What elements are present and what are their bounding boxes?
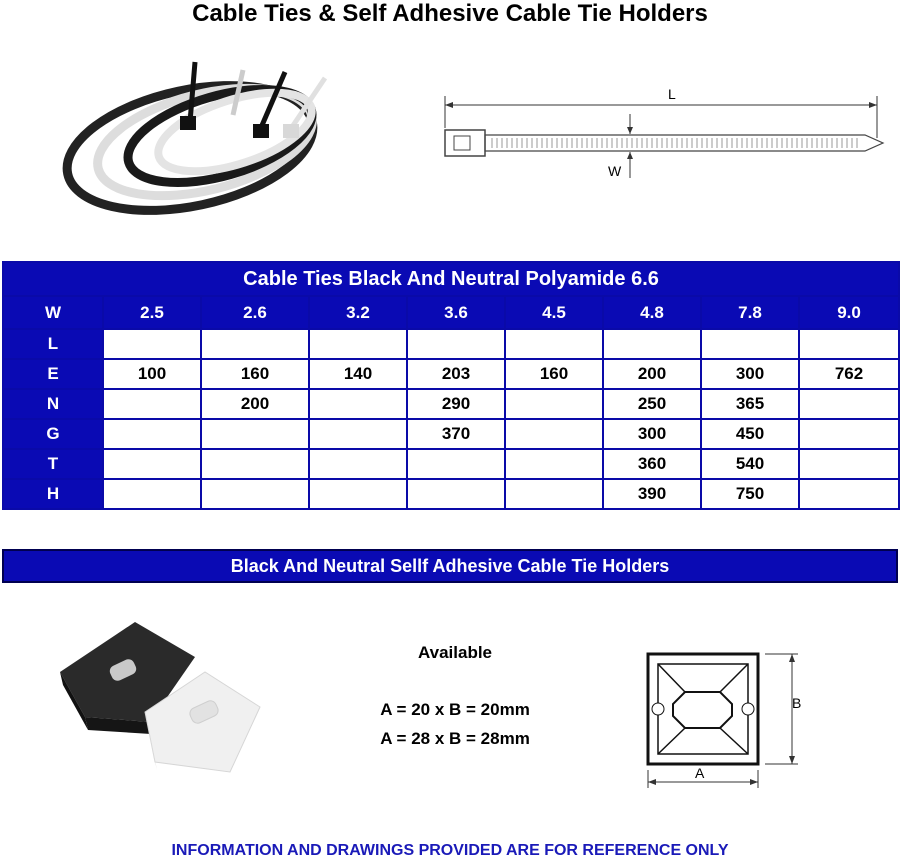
length-cell: 200 [603, 359, 701, 389]
length-cell [505, 329, 603, 359]
table-row [3, 329, 899, 359]
length-letter: G [3, 419, 103, 449]
length-cell [407, 479, 505, 509]
length-cell [309, 419, 407, 449]
length-letter: T [3, 449, 103, 479]
length-cell: 203 [407, 359, 505, 389]
a-label: A [695, 765, 705, 781]
width-header-label: W [3, 296, 103, 329]
cable-ties-spec-table [2, 261, 900, 510]
length-cell [603, 329, 701, 359]
length-cell [799, 329, 899, 359]
width-header-row [3, 296, 899, 329]
length-letter: L [3, 329, 103, 359]
length-cell: 300 [701, 359, 799, 389]
table-row [3, 479, 899, 509]
length-cell: 540 [701, 449, 799, 479]
length-cell: 360 [603, 449, 701, 479]
length-cell: 250 [603, 389, 701, 419]
width-value: 3.2 [309, 296, 407, 329]
cable-ties-photo [55, 60, 345, 230]
length-cell [103, 449, 201, 479]
holder-size: A = 28 x B = 28mm [380, 729, 530, 748]
length-cell [103, 329, 201, 359]
cable-tie-holders-photo [55, 612, 305, 777]
length-letter: H [3, 479, 103, 509]
length-cell [201, 419, 309, 449]
length-cell [799, 449, 899, 479]
table-row [3, 359, 899, 389]
cable-tie-dimension-drawing [440, 78, 890, 188]
length-cell: 160 [505, 359, 603, 389]
width-value: 2.5 [103, 296, 201, 329]
length-cell: 290 [407, 389, 505, 419]
length-cell [505, 389, 603, 419]
width-value: 4.5 [505, 296, 603, 329]
holders-title-bar: Black And Neutral Sellf Adhesive Cable Tie Holders [2, 549, 898, 583]
length-cell [309, 449, 407, 479]
length-cell [103, 479, 201, 509]
width-value: 7.8 [701, 296, 799, 329]
length-cell [103, 389, 201, 419]
length-cell [799, 419, 899, 449]
length-cell [201, 329, 309, 359]
length-cell: 200 [201, 389, 309, 419]
page-title: Cable Ties & Self Adhesive Cable Tie Holders [192, 0, 708, 27]
length-cell [505, 479, 603, 509]
length-cell: 365 [701, 389, 799, 419]
length-cell [505, 419, 603, 449]
width-value: 9.0 [799, 296, 899, 329]
length-letter: E [3, 359, 103, 389]
length-cell [309, 389, 407, 419]
length-cell: 750 [701, 479, 799, 509]
holder-dimension-drawing [620, 640, 820, 790]
length-cell [407, 329, 505, 359]
length-label: L [668, 86, 676, 102]
length-cell: 100 [103, 359, 201, 389]
length-cell [407, 449, 505, 479]
length-cell [103, 419, 201, 449]
length-cell [309, 479, 407, 509]
length-cell [201, 479, 309, 509]
length-cell [701, 329, 799, 359]
length-cell: 450 [701, 419, 799, 449]
length-cell [799, 389, 899, 419]
length-letter: N [3, 389, 103, 419]
length-cell: 390 [603, 479, 701, 509]
width-label: W [608, 163, 622, 179]
width-value: 4.8 [603, 296, 701, 329]
reference-disclaimer: INFORMATION AND DRAWINGS PROVIDED ARE FOR REFERENCE ONLY [171, 842, 729, 859]
b-label: B [792, 695, 802, 711]
length-cell [799, 479, 899, 509]
table-row [3, 449, 899, 479]
holder-size: A = 20 x B = 20mm [380, 700, 530, 719]
length-cell [505, 449, 603, 479]
length-cell: 370 [407, 419, 505, 449]
length-cell: 300 [603, 419, 701, 449]
table-row [3, 389, 899, 419]
width-value: 2.6 [201, 296, 309, 329]
length-cell [309, 329, 407, 359]
table-row [3, 419, 899, 449]
length-cell: 762 [799, 359, 899, 389]
width-value: 3.6 [407, 296, 505, 329]
length-cell: 140 [309, 359, 407, 389]
table-caption: Cable Ties Black And Neutral Polyamide 6.6 [3, 262, 899, 296]
length-cell [201, 449, 309, 479]
available-heading: Available [417, 643, 493, 662]
length-cell: 160 [201, 359, 309, 389]
